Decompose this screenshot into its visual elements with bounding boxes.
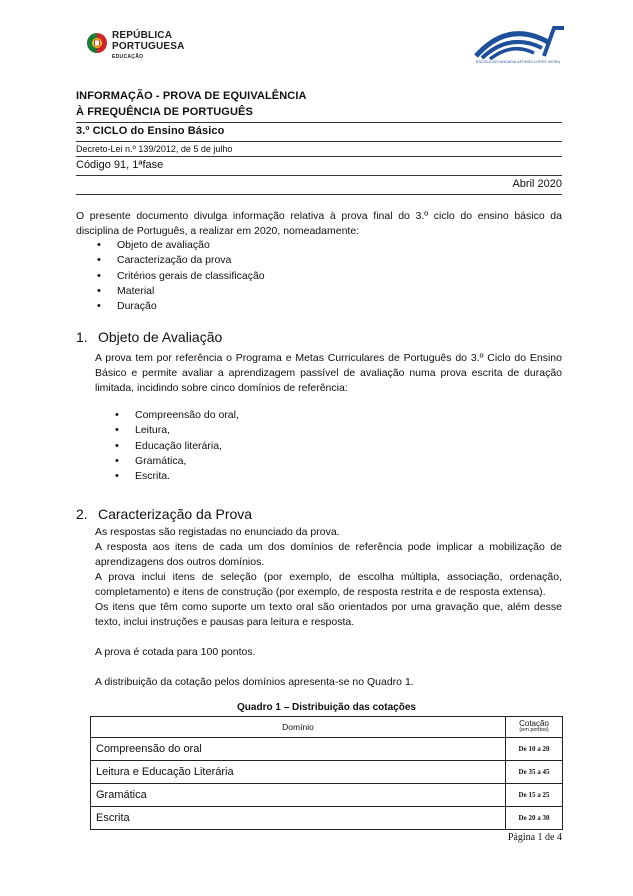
domain-cell: Leitura e Educação Literária <box>91 761 506 784</box>
table-row <box>91 784 563 807</box>
list-item: • Caracterização da prova <box>95 253 495 268</box>
list-item: • Leitura, <box>113 423 413 438</box>
list-item: • Compreensão do oral, <box>113 408 413 423</box>
divider <box>76 141 562 142</box>
score-cell: De 35 a 45 <box>506 761 563 784</box>
list-item: • Objeto de avaliação <box>95 238 495 253</box>
school-logo <box>470 22 566 68</box>
table-row <box>91 761 563 784</box>
section-2-heading <box>76 505 252 523</box>
list-item: • Educação literária, <box>113 439 413 454</box>
section-title: Objeto de Avaliação <box>98 329 223 345</box>
section-number: 1. <box>76 329 88 345</box>
list-item: • Material <box>95 284 495 299</box>
section-1-heading <box>76 328 222 346</box>
domain-cell: Escrita <box>91 807 506 830</box>
page-number: Página 1 de 4 <box>507 832 562 843</box>
paragraph: A prova é cotada para 100 pontos. <box>95 646 256 658</box>
list-item: • Duração <box>95 299 495 314</box>
doc-date: Abril 2020 <box>512 178 562 190</box>
paragraph: As respostas são registadas no enunciado da prova. <box>95 526 340 538</box>
paragraph: A prova inclui itens de seleção (por exemplo, de escolha múltipla, associação, ordenação, completamento) e itens de construção (por exemplo, de resposta restrita e de resposta extensa). <box>95 571 562 598</box>
section-number: 2. <box>76 506 88 522</box>
republic-line-2: PORTUGUESA <box>112 41 185 52</box>
school-arches-icon <box>470 22 566 60</box>
section-1-paragraph: A prova tem por referência o Programa e Metas Curriculares de Português do 3.º Ciclo do Ensino Básico e permite avaliar a aprendizagem passível de avaliação numa prova escrita de duração limitada, incidindo sobre cinco domínios de referência: <box>95 352 562 394</box>
section-title: Caracterização da Prova <box>98 506 253 522</box>
score-cell: De 20 a 30 <box>506 807 563 830</box>
score-cell: De 10 a 20 <box>506 738 563 761</box>
score-distribution-table <box>90 716 563 830</box>
paragraph: A distribuição da cotação pelos domínios apresenta-se no Quadro 1. <box>95 676 414 688</box>
list-item: • Critérios gerais de classificação <box>95 269 495 284</box>
decree-label: Decreto-Lei n.º 139/2012, de 5 de julho <box>76 144 233 154</box>
paragraph: Os itens que têm como suporte um texto oral são orientados por uma gravação que, além desse texto, inclui instruções e pausas para leitura e resposta. <box>95 601 562 628</box>
score-header-unit: (em pontos) <box>519 727 549 733</box>
table-caption: Quadro 1 – Distribuição das cotações <box>237 702 416 713</box>
portugal-coat-of-arms-icon <box>86 32 108 54</box>
table-row <box>91 807 563 830</box>
exam-code: Código 91, 1ªfase <box>76 159 164 171</box>
divider <box>76 156 562 157</box>
domains-list <box>113 408 413 484</box>
title-block <box>76 88 562 196</box>
divider <box>76 194 562 195</box>
republic-line-1: REPÚBLICA <box>112 30 173 41</box>
score-header-label: Cotação <box>519 719 549 728</box>
table-header-row <box>91 717 563 738</box>
section-2-body <box>95 525 562 690</box>
doc-title-line-2: À FREQUÊNCIA DE PORTUGUÊS <box>76 106 253 118</box>
score-cell: De 15 a 25 <box>506 784 563 807</box>
intro-list <box>95 238 495 314</box>
domain-cell: Gramática <box>91 784 506 807</box>
school-caption: ESCOLA SECUNDÁRIA AFONSO LOPES VIEIRA <box>475 60 561 64</box>
ministry-label: EDUCAÇÃO <box>112 54 144 60</box>
table-row <box>91 738 563 761</box>
cycle-label: 3.º CICLO do Ensino Básico <box>76 125 225 137</box>
list-item: • Escrita. <box>113 469 413 484</box>
column-header-score <box>506 717 563 738</box>
republica-portuguesa-logo <box>86 30 196 60</box>
column-header-domain: Domínio <box>91 717 506 738</box>
divider <box>76 175 562 176</box>
doc-title-line-1: INFORMAÇÃO - PROVA DE EQUIVALÊNCIA <box>76 90 307 102</box>
paragraph: A resposta aos itens de cada um dos domínios de referência pode implicar a mobilização de aprendizagens dos outros domínios. <box>95 541 562 568</box>
list-item: • Gramática, <box>113 454 413 469</box>
intro-paragraph: O presente documento divulga informação relativa à prova final do 3.º ciclo do ensino básico da disciplina de Português, a realizar em 2020, nomeadamente: <box>76 210 562 237</box>
domain-cell: Compreensão do oral <box>91 738 506 761</box>
